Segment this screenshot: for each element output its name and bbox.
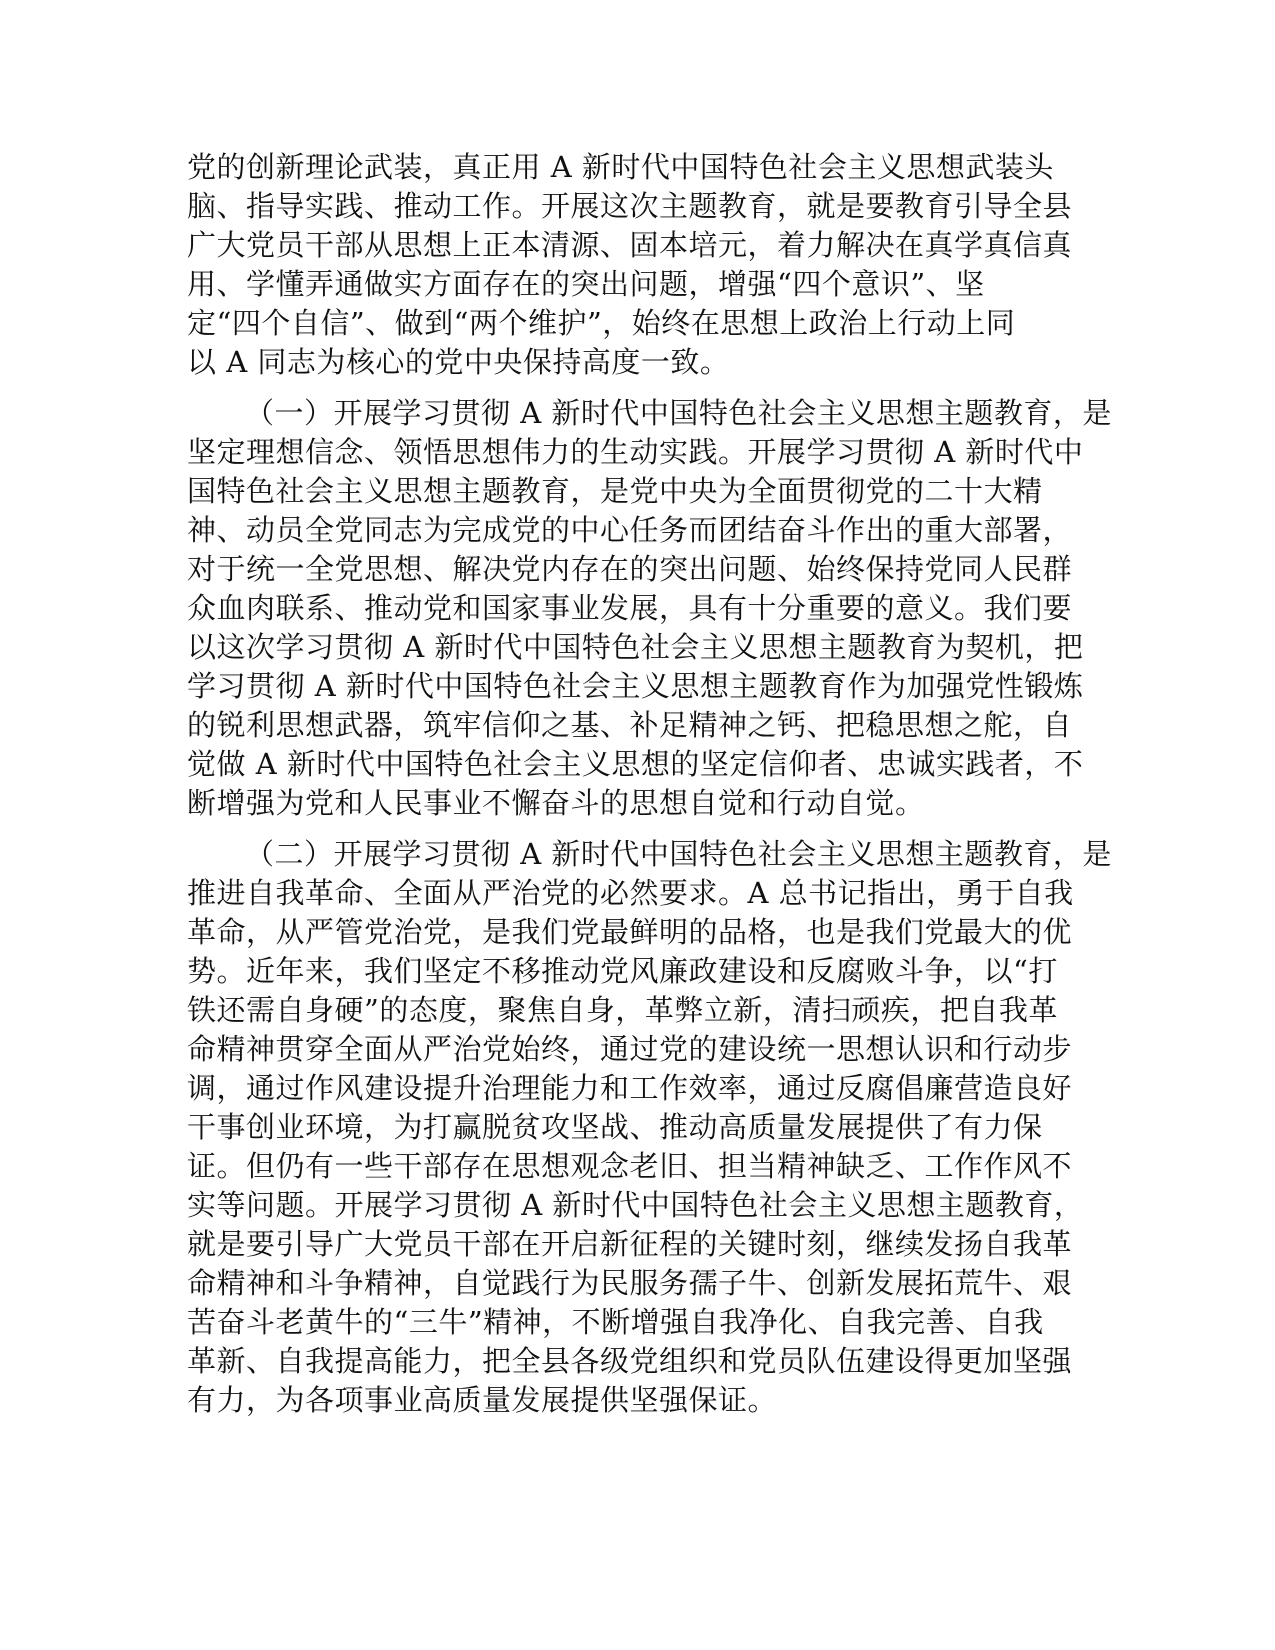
text-line: 有力，为各项事业高质量发展提供坚强保证。 xyxy=(187,1383,778,1417)
text-line: 断增强为党和人民事业不懈奋斗的思想自觉和行动自觉。 xyxy=(187,786,925,820)
text-line: （一）开展学习贯彻 A 新时代中国特色社会主义思想主题教育，是 xyxy=(245,396,1112,430)
text-line: 革命，从严管党治党，是我们党最鲜明的品格，也是我们党最大的优 xyxy=(187,915,1073,949)
text-line: 推进自我革命、全面从严治党的必然要求。A 总书记指出，勇于自我 xyxy=(187,876,1074,910)
text-line: 广大党员干部从思想上正本清源、固本培元，着力解决在真学真信真 xyxy=(187,228,1073,262)
text-line: 革新、自我提高能力，把全县各级党组织和党员队伍建设得更加坚强 xyxy=(187,1344,1073,1378)
text-line: 命精神贯穿全面从严治党始终，通过党的建设统一思想认识和行动步 xyxy=(187,1032,1073,1066)
text-line: 命精神和斗争精神，自觉践行为民服务孺子牛、创新发展拓荒牛、艰 xyxy=(187,1266,1073,1300)
text-line: 势。近年来，我们坚定不移推动党风廉政建设和反腐败斗争，以“打 xyxy=(187,954,1058,988)
text-line: 就是要引导广大党员干部在开启新征程的关键时刻，继续发扬自我革 xyxy=(187,1227,1073,1261)
text-line: 铁还需自身硬”的态度，聚焦自身，革弊立新，清扫顽疾，把自我革 xyxy=(187,993,1058,1027)
text-line: 以 A 同志为核心的党中央保持高度一致。 xyxy=(187,345,730,379)
text-line: 以这次学习贯彻 A 新时代中国特色社会主义思想主题教育为契机，把 xyxy=(187,630,1084,664)
text-line: 证。但仍有一些干部存在思想观念老旧、担当精神缺乏、工作作风不 xyxy=(187,1149,1073,1183)
text-line: 神、动员全党同志为完成党的中心任务而团结奋斗作出的重大部署， xyxy=(187,513,1073,547)
text-line: 坚定理想信念、领悟思想伟力的生动实践。开展学习贯彻 A 新时代中 xyxy=(187,435,1084,469)
text-line: 众血肉联系、推动党和国家事业发展，具有十分重要的意义。我们要 xyxy=(187,591,1073,625)
text-line: 干事创业环境，为打赢脱贫攻坚战、推动高质量发展提供了有力保 xyxy=(187,1110,1043,1144)
paragraph-section-two xyxy=(187,835,1112,1420)
text-line: 学习贯彻 A 新时代中国特色社会主义思想主题教育作为加强党性锻炼 xyxy=(187,669,1084,703)
text-line: 对于统一全党思想、解决党内存在的突出问题、始终保持党同人民群 xyxy=(187,552,1073,586)
text-line: 苦奋斗老黄牛的“三牛”精神，不断增强自我净化、自我完善、自我 xyxy=(187,1305,1044,1339)
text-line: 调，通过作风建设提升治理能力和工作效率，通过反腐倡廉营造良好 xyxy=(187,1071,1073,1105)
paragraph-intro xyxy=(187,148,1087,382)
text-line: 用、学懂弄通做实方面存在的突出问题，增强“四个意识”、坚 xyxy=(187,267,985,301)
text-line: 实等问题。开展学习贯彻 A 新时代中国特色社会主义思想主题教育， xyxy=(187,1188,1084,1222)
text-line: 定“四个自信”、做到“两个维护”，始终在思想上政治上行动上同 xyxy=(187,306,1016,340)
text-line: 的锐利思想武器，筑牢信仰之基、补足精神之钙、把稳思想之舵，自 xyxy=(187,708,1073,742)
text-line: 脑、指导实践、推动工作。开展这次主题教育，就是要教育引导全县 xyxy=(187,189,1073,223)
text-line: 党的创新理论武装，真正用 A 新时代中国特色社会主义思想武装头 xyxy=(187,150,1054,184)
text-line: （二）开展学习贯彻 A 新时代中国特色社会主义思想主题教育，是 xyxy=(245,837,1112,871)
document-page xyxy=(187,148,1112,1420)
text-line: 国特色社会主义思想主题教育，是党中央为全面贯彻党的二十大精 xyxy=(187,474,1043,508)
paragraph-section-one xyxy=(187,394,1112,823)
text-line: 觉做 A 新时代中国特色社会主义思想的坚定信仰者、忠诚实践者，不 xyxy=(187,747,1084,781)
